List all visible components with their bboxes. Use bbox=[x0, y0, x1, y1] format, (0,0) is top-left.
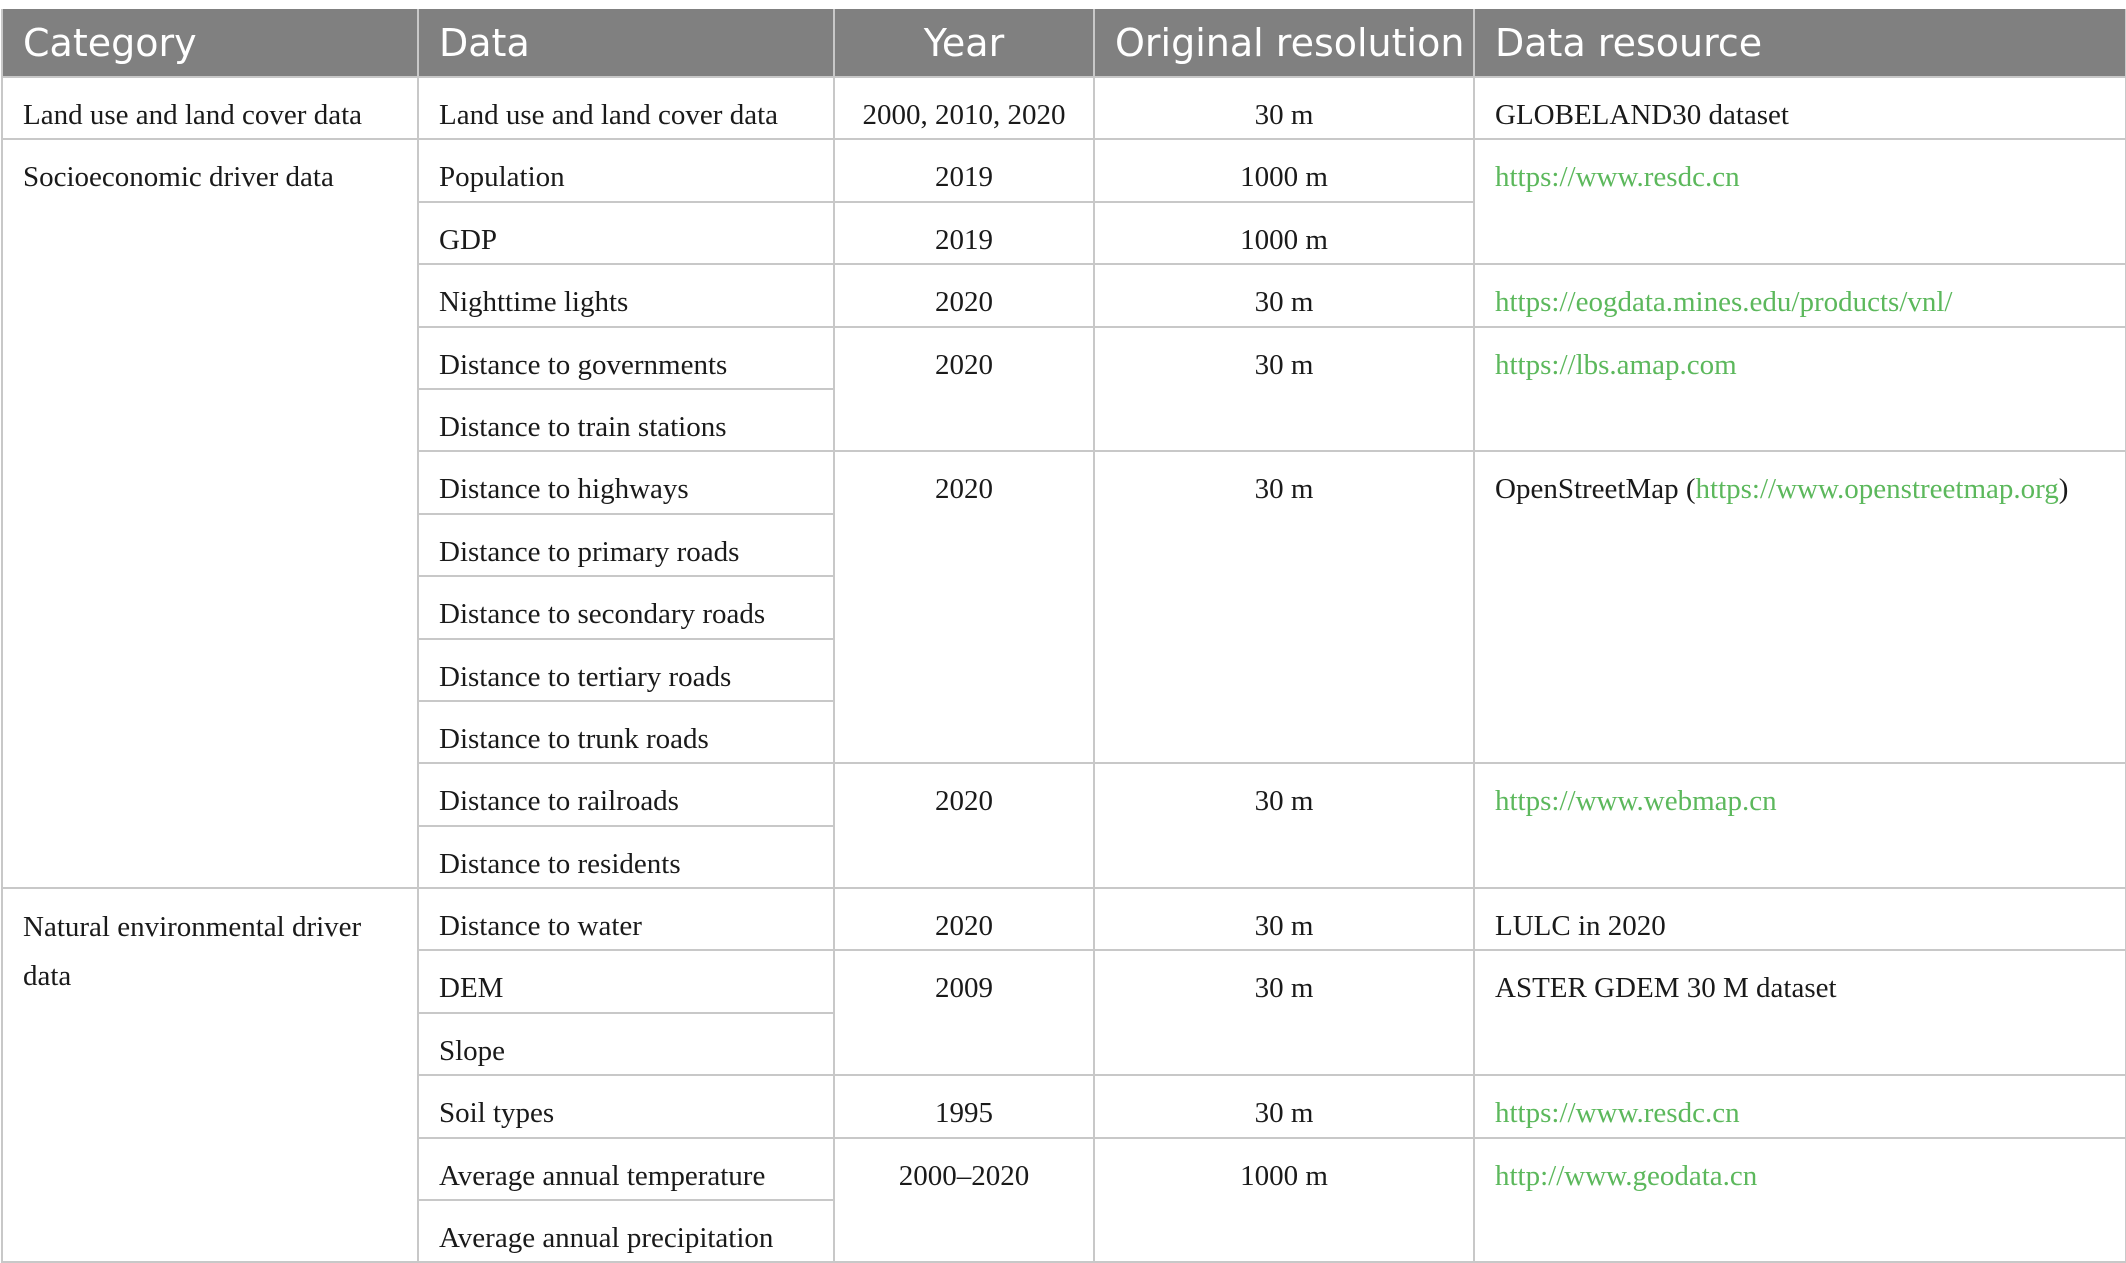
category-cell: Natural environmental driver data bbox=[2, 888, 418, 1262]
resolution-cell: 30 m bbox=[1094, 763, 1474, 888]
resource-cell: LULC in 2020 bbox=[1474, 888, 2126, 950]
header-resource: Data resource bbox=[1474, 9, 2126, 77]
year-cell: 2020 bbox=[834, 264, 1094, 326]
data-cell: DEM bbox=[418, 950, 834, 1012]
resolution-cell: 1000 m bbox=[1094, 1138, 1474, 1263]
year-cell: 2000–2020 bbox=[834, 1138, 1094, 1263]
resolution-cell: 1000 m bbox=[1094, 139, 1474, 201]
table-body bbox=[2, 77, 2126, 1262]
resource-suffix: ) bbox=[2058, 473, 2069, 506]
table-row bbox=[2, 77, 2126, 139]
data-cell: Distance to train stations bbox=[418, 389, 834, 451]
year-cell: 1995 bbox=[834, 1075, 1094, 1137]
year-cell: 2000, 2010, 2020 bbox=[834, 77, 1094, 139]
resource-cell bbox=[1474, 1138, 2126, 1263]
resolution-cell: 30 m bbox=[1094, 950, 1474, 1075]
header-resolution: Original resolution bbox=[1094, 9, 1474, 77]
table-header bbox=[2, 9, 2126, 77]
year-cell: 2019 bbox=[834, 139, 1094, 201]
data-cell: Distance to residents bbox=[418, 826, 834, 888]
resource-cell bbox=[1474, 451, 2126, 763]
table-row bbox=[2, 888, 2126, 950]
year-cell: 2020 bbox=[834, 327, 1094, 452]
year-cell: 2020 bbox=[834, 763, 1094, 888]
data-cell: Distance to highways bbox=[418, 451, 834, 513]
data-cell: Distance to railroads bbox=[418, 763, 834, 825]
year-cell: 2020 bbox=[834, 451, 1094, 763]
data-cell: Average annual temperature bbox=[418, 1138, 834, 1200]
data-cell: Distance to governments bbox=[418, 327, 834, 389]
header-data: Data bbox=[418, 9, 834, 77]
year-cell: 2020 bbox=[834, 888, 1094, 950]
data-cell: Population bbox=[418, 139, 834, 201]
data-cell: Distance to tertiary roads bbox=[418, 639, 834, 701]
data-cell: Land use and land cover data bbox=[418, 77, 834, 139]
data-cell: Distance to water bbox=[418, 888, 834, 950]
table-row bbox=[2, 139, 2126, 201]
resource-cell bbox=[1474, 327, 2126, 452]
resource-link[interactable]: https://www.resdc.cn bbox=[1495, 161, 1740, 194]
resource-cell: GLOBELAND30 dataset bbox=[1474, 77, 2126, 139]
resource-link[interactable]: https://eogdata.mines.edu/products/vnl/ bbox=[1495, 286, 1953, 319]
resolution-cell: 30 m bbox=[1094, 327, 1474, 452]
resolution-cell: 30 m bbox=[1094, 264, 1474, 326]
resource-link[interactable]: https://lbs.amap.com bbox=[1495, 348, 1737, 381]
resource-prefix: OpenStreetMap ( bbox=[1495, 473, 1696, 506]
resolution-cell: 30 m bbox=[1094, 1075, 1474, 1137]
data-cell: Distance to primary roads bbox=[418, 514, 834, 576]
data-cell: Soil types bbox=[418, 1075, 834, 1137]
resource-link[interactable]: https://www.webmap.cn bbox=[1495, 785, 1777, 818]
data-cell: Slope bbox=[418, 1013, 834, 1075]
header-year: Year bbox=[834, 9, 1094, 77]
resource-cell bbox=[1474, 264, 2126, 326]
year-cell: 2019 bbox=[834, 202, 1094, 264]
resource-cell bbox=[1474, 139, 2126, 264]
year-cell: 2009 bbox=[834, 950, 1094, 1075]
data-sources-table bbox=[1, 9, 2126, 1263]
resource-cell bbox=[1474, 1075, 2126, 1137]
resource-link[interactable]: https://www.resdc.cn bbox=[1495, 1097, 1740, 1130]
category-cell: Land use and land cover data bbox=[2, 77, 418, 139]
data-cell: Nighttime lights bbox=[418, 264, 834, 326]
header-category: Category bbox=[2, 9, 418, 77]
data-cell: Distance to secondary roads bbox=[418, 576, 834, 638]
resource-cell bbox=[1474, 763, 2126, 888]
resource-link[interactable]: http://www.geodata.cn bbox=[1495, 1159, 1758, 1192]
resolution-cell: 1000 m bbox=[1094, 202, 1474, 264]
data-cell: GDP bbox=[418, 202, 834, 264]
resource-cell: ASTER GDEM 30 M dataset bbox=[1474, 950, 2126, 1075]
category-cell: Socioeconomic driver data bbox=[2, 139, 418, 888]
data-cell: Distance to trunk roads bbox=[418, 701, 834, 763]
data-cell: Average annual precipitation bbox=[418, 1200, 834, 1262]
resolution-cell: 30 m bbox=[1094, 451, 1474, 763]
resource-link[interactable]: https://www.openstreetmap.org bbox=[1695, 473, 2059, 506]
resolution-cell: 30 m bbox=[1094, 888, 1474, 950]
resolution-cell: 30 m bbox=[1094, 77, 1474, 139]
